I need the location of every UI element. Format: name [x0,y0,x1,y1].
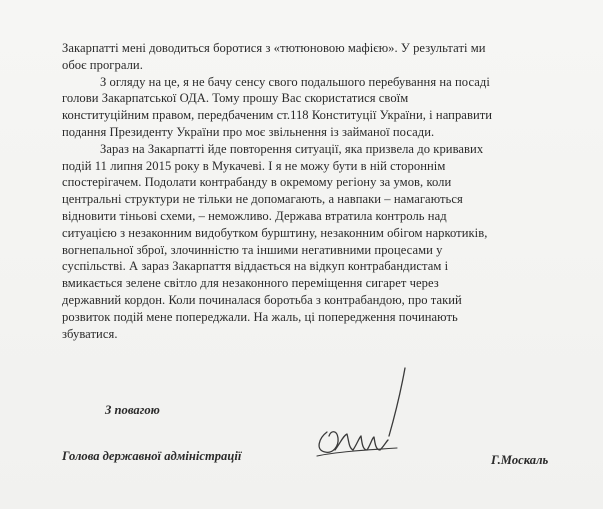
signatory-title: Голова державної адміністрації [62,449,242,463]
body-line: державний кордон. Коли починалася боротьба з контрабандою, про такий [62,292,462,307]
handwritten-signature [305,360,435,470]
body-line: спостерігачем. Подолати контрабанду в окремому регіону за умов, коли [62,175,452,190]
body-line: збуватися. [62,326,118,341]
body-line: конституційним правом, передбаченим ст.118 Конституції України, і направити [62,108,493,123]
body-line: вогнепальної зброї, злочинністю та іншими негативними процесами у [62,242,443,257]
body-line: подій 11 липня 2015 року в Мукачеві. І я не можу бути в ній стороннім [62,158,446,173]
body-line: Зараз на Закарпатті йде повторення ситуації, яка призвела до кривавих [100,141,484,156]
body-line: подання Президенту України про моє звільнення із займаної посади. [62,124,435,139]
body-line: голови Закарпатської ОДА. Тому прошу Вас скористатися своїм [62,91,409,106]
body-line: вмикається зелене світло для незаконного переміщення сигарет через [62,276,439,291]
body-line: відновити тіньові схеми, – неможливо. Держава втратила контроль над [62,208,447,223]
body-line: ситуацією з незаконним видобутком бурштину, незаконним обігом наркотиків, [62,225,488,240]
body-line: З огляду на це, я не бачу сенсу свого подальшого перебування на посаді [100,74,490,89]
letter-body [62,40,562,342]
body-line: обоє програли. [62,57,143,72]
closing-greeting: З повагою [105,403,160,417]
body-line: розвиток подій мене попереджали. На жаль, ці попередження починають [62,309,458,324]
body-line: суспільстві. А зараз Закарпаття віддається на відкуп контрабандистам і [62,259,449,274]
body-line: Закарпатті мені доводиться боротися з «тютюновою мафією». У результаті ми [62,41,486,55]
signatory-name: Г.Москаль [491,453,549,467]
body-line: центральні структури не тільки не допомагають, а навпаки – намагаються [62,192,463,207]
